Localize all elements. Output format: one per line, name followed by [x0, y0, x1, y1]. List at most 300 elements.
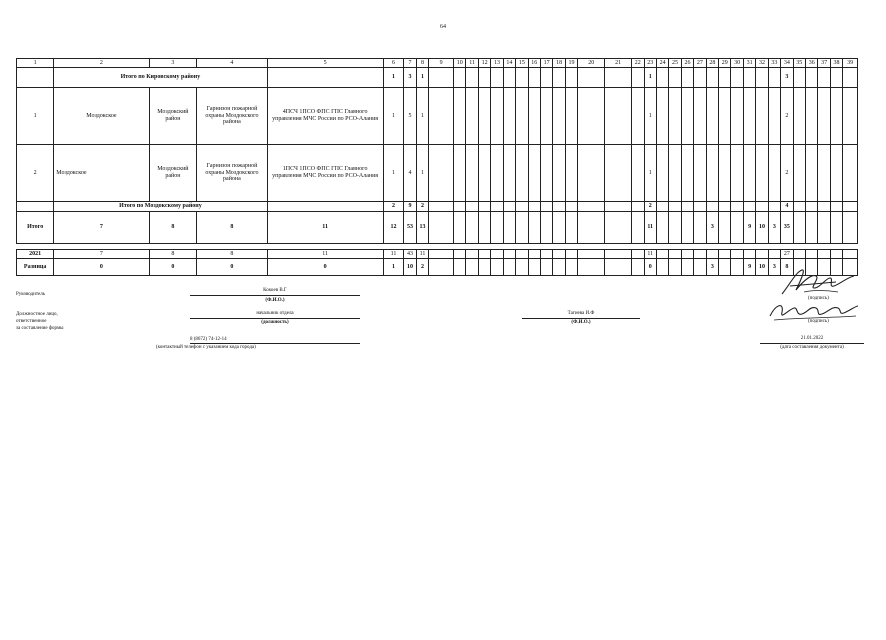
column-number-cell: 1	[17, 59, 54, 68]
subtotal-mozdok-row	[17, 202, 858, 212]
table-cell: 13	[416, 212, 428, 244]
table-cell	[478, 202, 490, 212]
table-cell	[578, 259, 605, 276]
column-number-cell: 26	[681, 59, 693, 68]
table-cell	[605, 212, 632, 244]
table-cell	[830, 212, 842, 244]
column-number-cell: 19	[565, 59, 577, 68]
table-cell	[843, 212, 858, 244]
table-cell: 4	[781, 202, 793, 212]
table-cell: 8	[149, 212, 197, 244]
table-cell	[516, 68, 528, 88]
table-cell	[454, 202, 466, 212]
table-cell	[669, 202, 681, 212]
table-cell	[793, 202, 805, 212]
table-cell	[540, 212, 552, 244]
table-cell	[656, 145, 668, 202]
table-cell	[503, 202, 515, 212]
table-cell	[768, 250, 780, 259]
table-cell: 43	[404, 250, 416, 259]
table-cell: 9	[404, 202, 416, 212]
table-cell	[528, 145, 540, 202]
difference-label: Разница	[17, 259, 54, 276]
table-cell	[694, 202, 706, 212]
settlement-cell: Моздокское	[54, 145, 149, 202]
table-cell	[793, 250, 805, 259]
table-cell	[491, 145, 503, 202]
table-cell	[565, 202, 577, 212]
table-cell	[681, 212, 693, 244]
table-cell: 11	[267, 212, 383, 244]
table-cell: 2	[644, 202, 656, 212]
table-cell: 2	[416, 202, 428, 212]
table-cell	[719, 88, 731, 145]
table-cell	[632, 202, 644, 212]
subtotal-label: Итого по Моздокскому району	[54, 202, 267, 212]
table-cell	[706, 88, 718, 145]
column-number-cell: 27	[694, 59, 706, 68]
table-cell	[553, 250, 565, 259]
table-cell	[681, 145, 693, 202]
position-value: начальник отдела	[256, 311, 294, 316]
table-cell	[656, 250, 668, 259]
table-cell	[768, 88, 780, 145]
table-cell	[578, 212, 605, 244]
table-cell	[731, 202, 743, 212]
table-cell	[528, 68, 540, 88]
table-cell	[719, 68, 731, 88]
garrison-cell: Гарнизон пожарной охраны Моздокского района	[197, 145, 267, 202]
table-cell: 8	[149, 250, 197, 259]
table-cell	[818, 145, 830, 202]
table-cell	[656, 212, 668, 244]
date-caption: (дата составления документа)	[780, 345, 844, 350]
table-cell	[454, 145, 466, 202]
table-cell	[605, 250, 632, 259]
table-cell: 1	[383, 145, 404, 202]
table-cell	[429, 250, 454, 259]
table-cell	[743, 202, 755, 212]
table-cell	[719, 202, 731, 212]
year-2021-row	[17, 250, 858, 259]
subtotal-kirov-row	[17, 68, 858, 88]
table-cell	[793, 88, 805, 145]
table-cell	[466, 88, 478, 145]
table-cell	[540, 68, 552, 88]
table-cell: 1	[383, 68, 404, 88]
table-cell: 5	[404, 88, 416, 145]
table-cell	[454, 250, 466, 259]
table-cell	[756, 68, 768, 88]
year-label: 2021	[17, 250, 54, 259]
column-number-cell: 32	[756, 59, 768, 68]
table-cell	[694, 68, 706, 88]
phone-value: 8 (8672) 74-12-14	[190, 337, 227, 342]
table-cell: 1	[644, 88, 656, 145]
table-cell	[632, 145, 644, 202]
table-cell: 11	[267, 250, 383, 259]
column-number-row	[17, 59, 858, 68]
table-cell	[756, 88, 768, 145]
table-cell	[478, 250, 490, 259]
table-cell	[805, 68, 817, 88]
table-cell	[503, 145, 515, 202]
table-cell	[516, 212, 528, 244]
table-cell	[805, 202, 817, 212]
table-cell	[706, 68, 718, 88]
table-row	[17, 88, 858, 145]
table-cell	[830, 250, 842, 259]
table-cell: 10	[756, 212, 768, 244]
date-value: 21.01.2022	[800, 336, 824, 341]
table-cell	[731, 145, 743, 202]
table-cell	[540, 202, 552, 212]
table-cell	[830, 145, 842, 202]
table-cell	[553, 259, 565, 276]
column-number-cell: 22	[632, 59, 644, 68]
table-cell	[605, 88, 632, 145]
table-cell	[843, 145, 858, 202]
table-cell: 1	[416, 68, 428, 88]
table-cell	[756, 202, 768, 212]
column-number-cell: 21	[605, 59, 632, 68]
table-cell	[731, 259, 743, 276]
table-cell	[818, 250, 830, 259]
column-number-cell: 23	[644, 59, 656, 68]
official-name-line	[522, 318, 640, 319]
table-cell: 1	[383, 88, 404, 145]
table-cell	[578, 88, 605, 145]
table-cell: 3	[404, 68, 416, 88]
unit-cell: 1ПСЧ 1ПСО ФПС ГПС Главного управления МЧС России по РСО-Алания	[267, 145, 383, 202]
table-cell: 3	[706, 259, 718, 276]
table-cell	[743, 68, 755, 88]
table-cell: 7	[54, 212, 149, 244]
table-cell	[267, 68, 383, 88]
column-number-cell: 2	[54, 59, 149, 68]
column-number-cell: 9	[429, 59, 454, 68]
column-number-cell: 18	[553, 59, 565, 68]
table-cell	[656, 259, 668, 276]
table-cell: 9	[743, 259, 755, 276]
head-name: Кокоев В.Г	[263, 288, 287, 293]
table-cell: 11	[644, 212, 656, 244]
fio-caption-1: (Ф.И.О.)	[265, 298, 285, 303]
table-cell: 8	[197, 250, 267, 259]
table-cell: 2	[781, 88, 793, 145]
column-number-cell: 6	[383, 59, 404, 68]
table-cell: 2	[781, 145, 793, 202]
column-number-cell: 13	[491, 59, 503, 68]
subtotal-label: Итого по Кировскому району	[54, 68, 267, 88]
table-cell	[669, 88, 681, 145]
table-cell: 1	[644, 145, 656, 202]
column-number-cell: 29	[719, 59, 731, 68]
table-cell: 0	[197, 259, 267, 276]
page-number: 64	[440, 24, 446, 30]
table-cell	[429, 212, 454, 244]
table-cell	[578, 250, 605, 259]
table-cell	[694, 250, 706, 259]
official-label-line-3: за составление формы	[16, 326, 64, 331]
table-cell	[694, 88, 706, 145]
column-number-cell: 25	[669, 59, 681, 68]
table-cell	[454, 212, 466, 244]
date-line	[760, 343, 864, 344]
table-cell	[818, 202, 830, 212]
official-name: Тагиева И.Ф	[567, 311, 595, 316]
table-cell: 0	[644, 259, 656, 276]
table-cell	[706, 145, 718, 202]
table-cell: 3	[768, 259, 780, 276]
table-cell	[719, 212, 731, 244]
signature-caption-2: (подпись)	[808, 319, 829, 324]
table-cell	[731, 68, 743, 88]
column-number-cell: 17	[540, 59, 552, 68]
table-cell: 1	[383, 259, 404, 276]
fio-caption-2: (Ф.И.О.)	[571, 320, 591, 325]
table-cell	[429, 202, 454, 212]
table-cell	[466, 212, 478, 244]
column-number-cell: 37	[818, 59, 830, 68]
column-number-cell: 8	[416, 59, 428, 68]
table-cell	[719, 145, 731, 202]
table-cell: 9	[743, 212, 755, 244]
table-cell: 2	[416, 259, 428, 276]
table-cell	[565, 250, 577, 259]
table-cell: 12	[383, 212, 404, 244]
district-cell: Моздокский район	[149, 145, 197, 202]
table-cell	[17, 202, 54, 212]
phone-line	[190, 343, 360, 344]
table-cell	[454, 259, 466, 276]
table-cell	[429, 68, 454, 88]
table-cell	[843, 68, 858, 88]
table-cell	[429, 145, 454, 202]
column-number-cell: 15	[516, 59, 528, 68]
table-cell	[578, 68, 605, 88]
table-cell	[478, 88, 490, 145]
column-number-cell: 7	[404, 59, 416, 68]
table-cell: 10	[756, 259, 768, 276]
table-cell	[605, 259, 632, 276]
unit-cell: 4ПСЧ 1ПСО ФПС ГПС Главного управления МЧС России по РСО-Алания	[267, 88, 383, 145]
table-cell	[843, 250, 858, 259]
table-cell	[466, 202, 478, 212]
table-cell	[429, 259, 454, 276]
table-cell: 0	[54, 259, 149, 276]
table-cell	[681, 259, 693, 276]
table-cell	[528, 202, 540, 212]
table-cell	[756, 145, 768, 202]
table-cell	[528, 259, 540, 276]
table-cell	[843, 202, 858, 212]
table-cell	[743, 250, 755, 259]
column-number-cell: 36	[805, 59, 817, 68]
table-cell	[491, 212, 503, 244]
table-cell	[830, 88, 842, 145]
table-cell	[830, 68, 842, 88]
table-cell	[694, 145, 706, 202]
table-cell: 7	[54, 250, 149, 259]
official-label-line-2: ответственное	[16, 319, 47, 324]
column-number-cell: 10	[454, 59, 466, 68]
column-number-cell: 3	[149, 59, 197, 68]
table-cell	[540, 88, 552, 145]
total-row	[17, 212, 858, 244]
table-cell: 27	[781, 250, 793, 259]
table-cell	[516, 202, 528, 212]
table-cell	[516, 259, 528, 276]
table-cell	[830, 202, 842, 212]
table-cell	[632, 212, 644, 244]
table-cell	[768, 68, 780, 88]
head-name-line	[190, 295, 360, 296]
table-cell	[669, 259, 681, 276]
column-number-cell: 39	[843, 59, 858, 68]
table-cell	[553, 88, 565, 145]
table-cell	[565, 212, 577, 244]
table-cell: 35	[781, 212, 793, 244]
position-line	[190, 318, 360, 319]
table-cell	[605, 68, 632, 88]
table-cell	[540, 259, 552, 276]
column-number-cell: 24	[656, 59, 668, 68]
column-number-cell: 31	[743, 59, 755, 68]
table-cell	[681, 68, 693, 88]
table-cell: 1	[416, 145, 428, 202]
table-cell	[540, 145, 552, 202]
column-number-cell: 16	[528, 59, 540, 68]
table-cell: 1	[416, 88, 428, 145]
table-cell	[503, 68, 515, 88]
table-cell	[743, 145, 755, 202]
table-cell	[491, 68, 503, 88]
table-cell	[553, 202, 565, 212]
table-cell	[632, 68, 644, 88]
table-cell	[632, 88, 644, 145]
table-cell	[503, 250, 515, 259]
table-cell: 11	[416, 250, 428, 259]
head-label: Руководитель	[16, 292, 46, 297]
table-cell	[491, 202, 503, 212]
table-cell	[578, 202, 605, 212]
table-cell: 0	[149, 259, 197, 276]
table-cell	[719, 259, 731, 276]
table-cell	[706, 250, 718, 259]
garrison-cell: Гарнизон пожарной охраны Моздокского района	[197, 88, 267, 145]
table-cell: 10	[404, 259, 416, 276]
table-cell	[793, 145, 805, 202]
table-cell	[818, 68, 830, 88]
table-cell	[491, 259, 503, 276]
table-cell: 3	[781, 68, 793, 88]
table-cell	[731, 212, 743, 244]
table-cell	[793, 212, 805, 244]
table-cell	[528, 250, 540, 259]
table-cell	[605, 145, 632, 202]
table-cell	[540, 250, 552, 259]
table-cell	[478, 212, 490, 244]
table-cell	[605, 202, 632, 212]
table-cell	[669, 212, 681, 244]
table-cell	[466, 68, 478, 88]
table-cell	[565, 259, 577, 276]
table-cell	[669, 68, 681, 88]
report-table	[16, 58, 858, 276]
table-cell	[516, 145, 528, 202]
table-cell: 8	[197, 212, 267, 244]
table-cell	[805, 88, 817, 145]
table-cell	[454, 88, 466, 145]
table-cell: 1	[644, 68, 656, 88]
district-cell: Моздокский район	[149, 88, 197, 145]
table-cell	[818, 88, 830, 145]
table-cell: 53	[404, 212, 416, 244]
table-cell	[516, 88, 528, 145]
row-number: 1	[17, 88, 54, 145]
table-cell: 2	[383, 202, 404, 212]
column-number-cell: 35	[793, 59, 805, 68]
column-number-cell: 33	[768, 59, 780, 68]
column-number-cell: 20	[578, 59, 605, 68]
table-cell	[553, 68, 565, 88]
table-cell: 4	[404, 145, 416, 202]
table-cell	[565, 145, 577, 202]
settlement-cell: Моздокское	[54, 88, 149, 145]
table-cell	[553, 145, 565, 202]
table-cell	[516, 250, 528, 259]
position-caption: (должность)	[261, 320, 289, 325]
table-cell	[681, 202, 693, 212]
table-cell	[843, 88, 858, 145]
difference-row	[17, 259, 858, 276]
table-cell	[528, 212, 540, 244]
table-cell	[681, 88, 693, 145]
table-cell	[478, 68, 490, 88]
table-cell	[466, 250, 478, 259]
table-cell	[466, 145, 478, 202]
table-row	[17, 145, 858, 202]
table-cell	[669, 145, 681, 202]
table-cell	[694, 212, 706, 244]
table-cell	[503, 212, 515, 244]
table-cell	[478, 145, 490, 202]
table-cell	[478, 259, 490, 276]
table-cell	[756, 250, 768, 259]
table-cell	[694, 259, 706, 276]
table-cell	[491, 250, 503, 259]
table-cell	[632, 250, 644, 259]
table-cell	[818, 212, 830, 244]
phone-caption: (контактный телефон с указанием кода города)	[156, 345, 256, 350]
table-cell	[429, 88, 454, 145]
total-label: Итого	[17, 212, 54, 244]
table-cell	[565, 88, 577, 145]
table-cell: 11	[383, 250, 404, 259]
signature-head	[776, 266, 860, 300]
column-number-cell: 11	[466, 59, 478, 68]
table-cell	[731, 250, 743, 259]
table-cell	[656, 202, 668, 212]
table-cell	[805, 250, 817, 259]
table-cell	[768, 145, 780, 202]
table-cell	[731, 88, 743, 145]
column-number-cell: 14	[503, 59, 515, 68]
table-cell	[632, 259, 644, 276]
table-cell	[805, 212, 817, 244]
official-label-line-1: Должностное лицо,	[16, 312, 58, 317]
